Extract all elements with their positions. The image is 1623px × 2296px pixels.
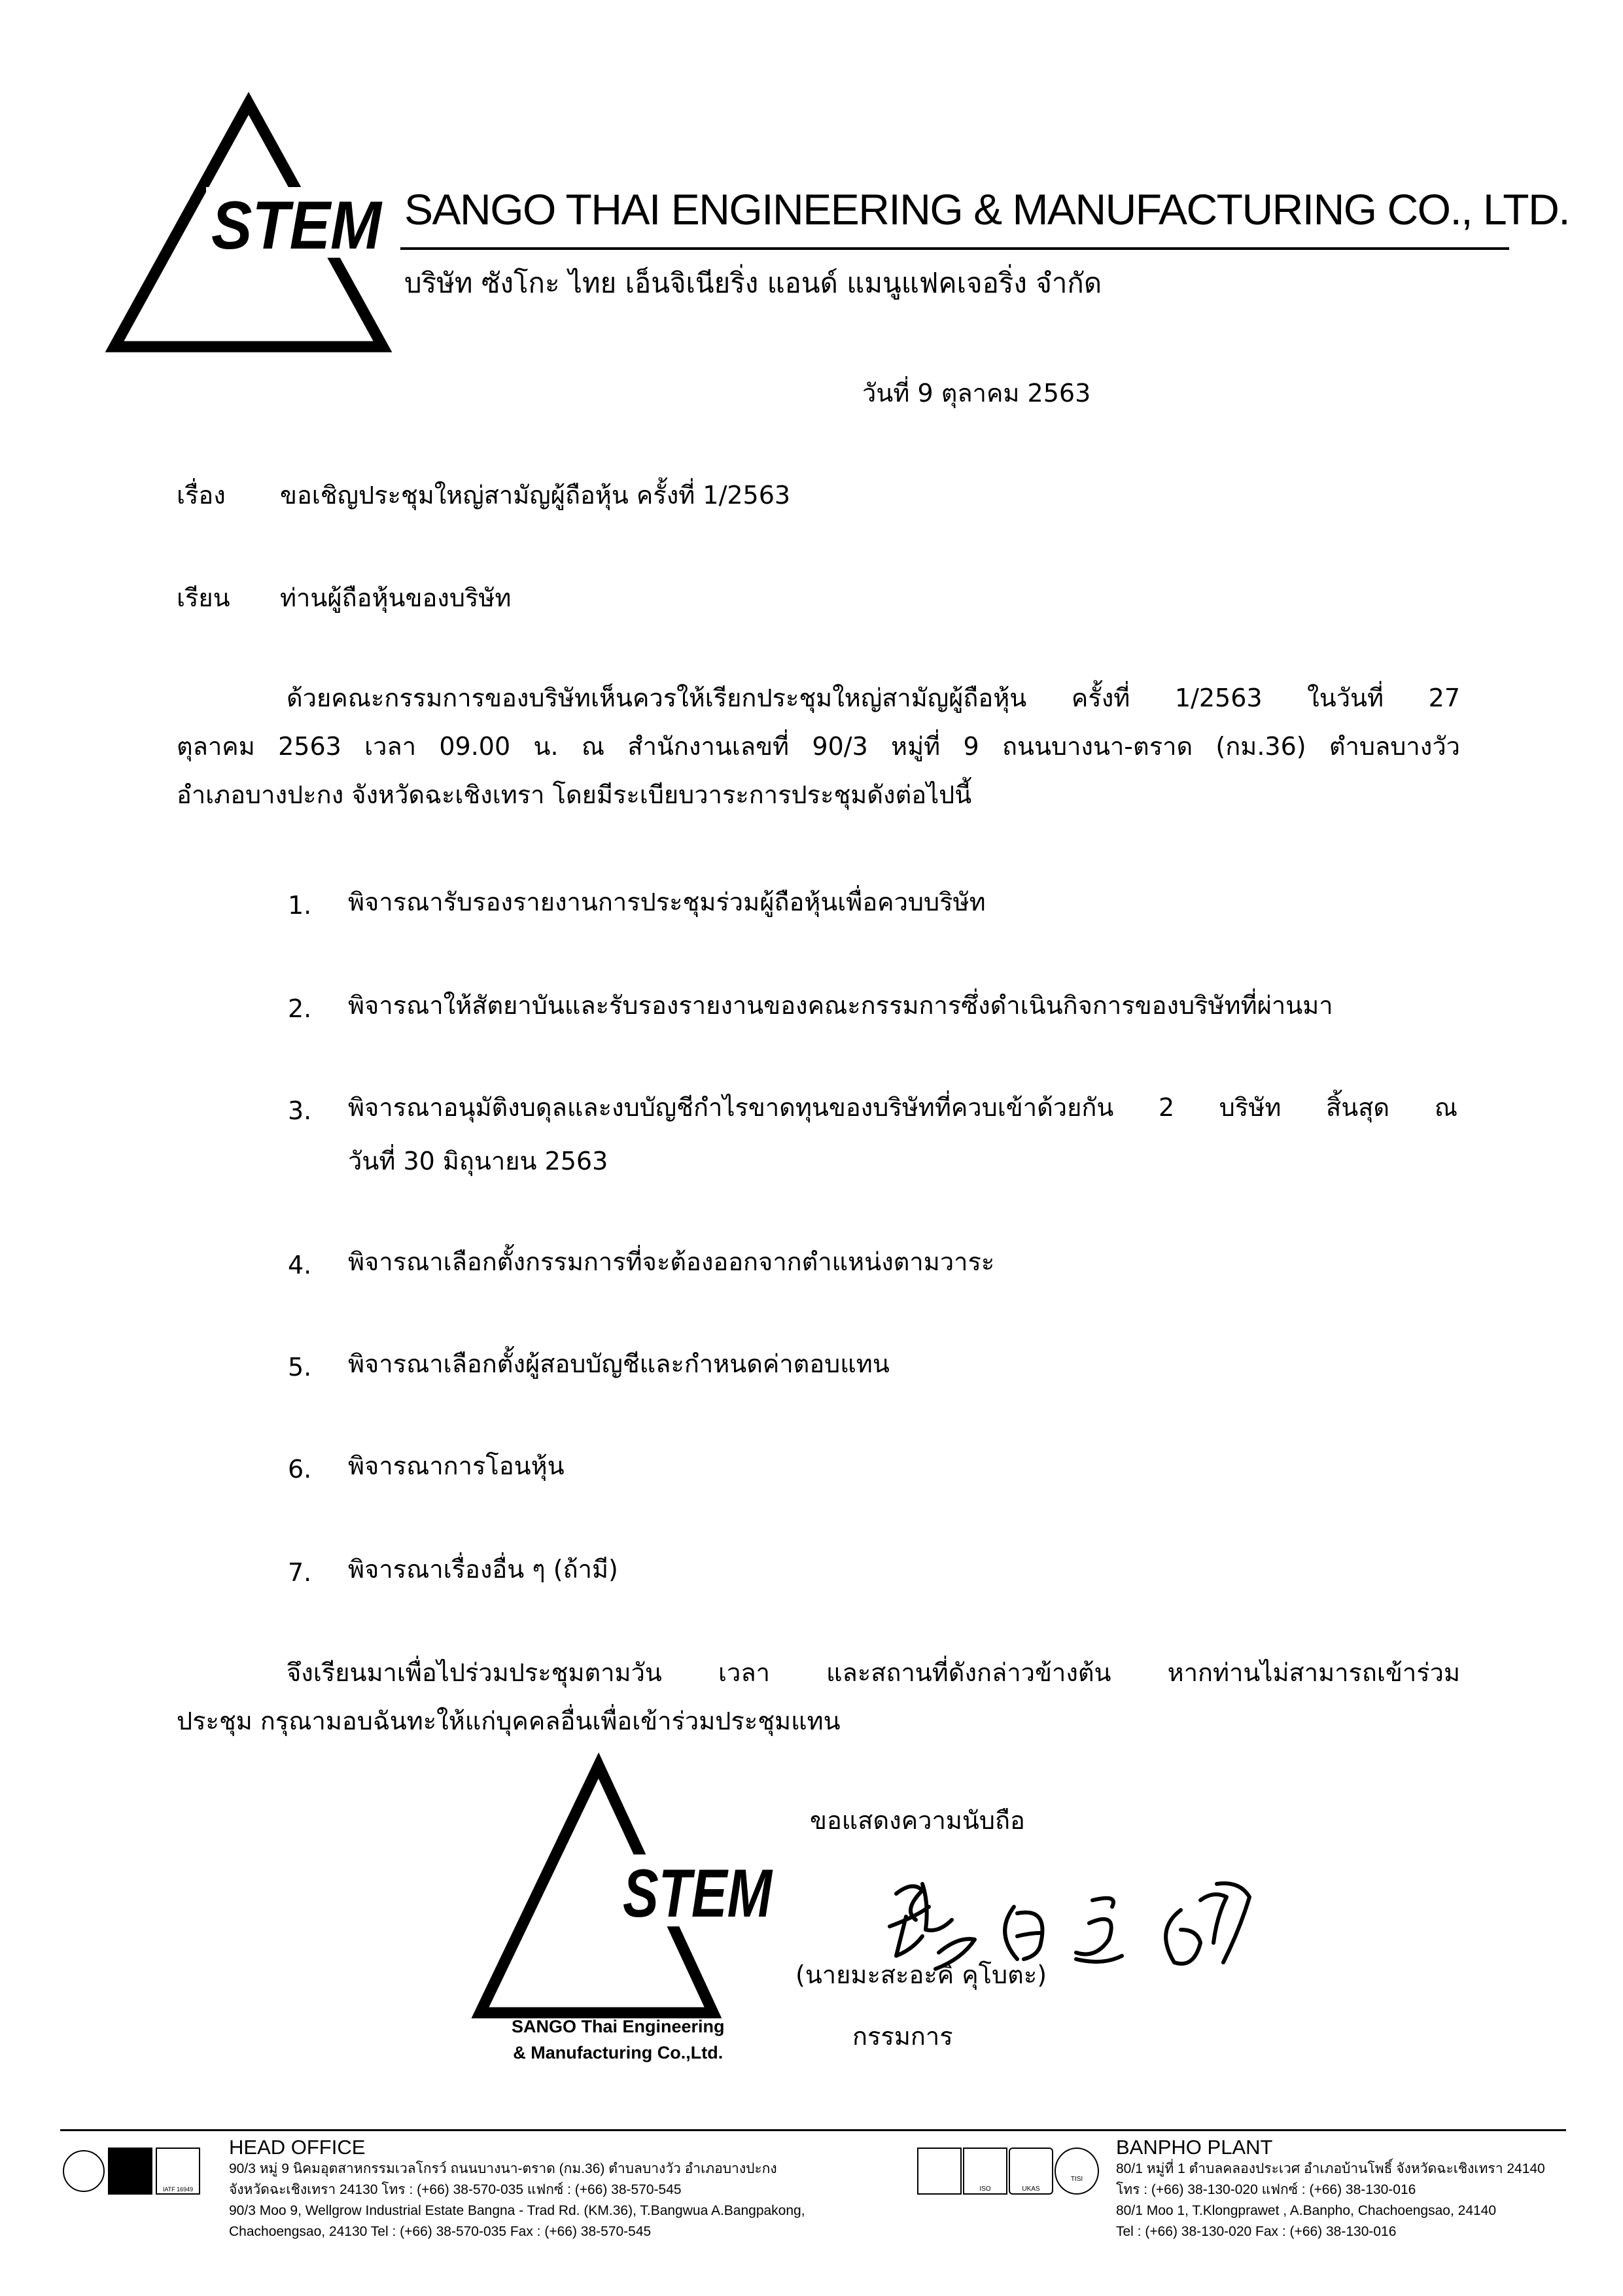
company-name-th: บริษัท ซังโกะ ไทย เอ็นจิเนียริ่ง แอนด์ แมนูแฟคเจอริ่ง จำกัด (404, 267, 1102, 299)
agenda-item: พิจารณาเรื่องอื่น ๆ (ถ้ามี) (348, 1555, 618, 1584)
regards-text: ขอแสดงความนับถือ (810, 1806, 1025, 1835)
intro-line: ตุลาคม 2563 เวลา 09.00 น. ณ สำนักงานเลขที่ 90/3 หมู่ที่ 9 ถนนบางนา-ตราด (กม.36) ตำบลบางวัว (177, 732, 1460, 761)
head-office-line: 90/3 หมู่ 9 นิคมอุตสาหกรรมเวลโกรว์ ถนนบางนา-ตราด (กม.36) ตำบลบางวัว อำเภอบางปะกง (229, 2161, 777, 2176)
agenda-number: 1. (288, 891, 312, 920)
plant-line: Tel : (+66) 38-130-020 Fax : (+66) 38-130-016 (1116, 2224, 1397, 2239)
agenda-item: พิจารณาอนุมัติงบดุลและงบบัญชีกำไรขาดทุนของบริษัทที่ควบเข้าด้วยกัน 2 บริษัท สิ้นสุด ณ (348, 1093, 1457, 1122)
cert-iso-icon (963, 2148, 1007, 2195)
closing-paragraph (177, 1648, 1460, 1745)
closing-line: จึงเรียนมาเพื่อไปร่วมประชุมตามวัน เวลา และสถานที่ดังกล่าวข้างต้น หากท่านไม่สามารถเข้าร่วม (287, 1658, 1460, 1687)
agenda-number: 3. (288, 1096, 312, 1125)
plant-line: โทร : (+66) 38-130-020 แฟกซ์ : (+66) 38-130-016 (1116, 2182, 1416, 2197)
footer-divider (60, 2129, 1566, 2131)
cert-iatf-icon (156, 2148, 200, 2195)
stamp-logo-text: STEM (623, 1856, 773, 1932)
plant-line: 80/1 หมู่ที่ 1 ตำบลคลองประเวศ อำเภอบ้านโพธิ์ จังหวัดฉะเชิงเทรา 24140 (1116, 2161, 1545, 2176)
agenda-item: พิจารณาการโอนหุ้น (348, 1452, 565, 1480)
company-logo (108, 97, 389, 352)
agenda-number: 6. (288, 1455, 312, 1484)
recipient-label: เรียน (177, 583, 230, 612)
cert-iatf-icon (917, 2148, 962, 2195)
agenda-item: พิจารณาให้สัตยาบันและรับรองรายงานของคณะกรรมการซึ่งดำเนินกิจการของบริษัทที่ผ่านมา (348, 991, 1333, 1020)
signatory-title: กรรมการ (852, 2022, 953, 2051)
head-office-title: HEAD OFFICE (229, 2136, 366, 2159)
subject-label: เรื่อง (177, 481, 226, 510)
company-name-en: SANGO THAI ENGINEERING & MANUFACTURING CO., LTD. (404, 185, 1570, 234)
company-stamp-logo (471, 1756, 778, 2031)
agenda-item: พิจารณาเลือกตั้งกรรมการที่จะต้องออกจากตำแหน่งตามวาระ (348, 1247, 995, 1276)
cert-ukas-label: UKAS (1022, 2185, 1040, 2193)
cert-iatf-label: IATF 16949 (162, 2186, 194, 2193)
intro-paragraph (177, 674, 1460, 819)
agenda-number: 4. (288, 1251, 312, 1279)
subject-text: ขอเชิญประชุมใหญ่สามัญผู้ถือหุ้น ครั้งที่ 1/2563 (280, 481, 791, 510)
agenda-number: 5. (288, 1353, 312, 1382)
agenda-item: พิจารณาเลือกตั้งผู้สอบบัญชีและกำหนดค่าตอบแทน (348, 1349, 890, 1378)
signatory-name: (นายมะสะอะคิ คุโบตะ) (795, 1960, 1047, 1989)
stamp-caption-line: & Manufacturing Co.,Ltd. (513, 2043, 724, 2062)
letter-date: วันที่ 9 ตุลาคม 2563 (862, 379, 1091, 408)
cert-check-icon (108, 2148, 152, 2195)
plant-title: BANPHO PLANT (1116, 2136, 1273, 2159)
intro-line: ด้วยคณะกรรมการของบริษัทเห็นควรให้เรียกประชุมใหญ่สามัญผู้ถือหุ้น ครั้งที่ 1/2563 ในวันที่ 27 (287, 684, 1460, 712)
agenda-number: 2. (288, 994, 312, 1023)
cert-tisi-label: TISI (1070, 2176, 1083, 2183)
head-office-line: จังหวัดฉะเชิงเทรา 24130 โทร : (+66) 38-570-035 แฟกซ์ : (+66) 38-570-545 (229, 2182, 682, 2197)
logo-text: STEM (211, 188, 383, 264)
cert-iso-label: ISO (979, 2185, 991, 2193)
cert-ukas-icon (1009, 2148, 1053, 2195)
stamp-caption (512, 2013, 725, 2066)
cert-tisi-icon (1055, 2148, 1099, 2195)
stamp-caption-line: SANGO Thai Engineering (512, 2017, 725, 2036)
closing-line: ประชุม กรุณามอบฉันทะให้แก่บุคคลอื่นเพื่อเข้าร่วมประชุมแทน (177, 1707, 841, 1735)
recipient-text: ท่านผู้ถือหุ้นของบริษัท (280, 583, 512, 612)
agenda-item-continued: วันที่ 30 มิถุนายน 2563 (348, 1147, 608, 1175)
plant-line: 80/1 Moo 1, T.Klongprawet , A.Banpho, Chachoengsao, 24140 (1116, 2203, 1497, 2218)
agenda-number: 7. (288, 1558, 312, 1587)
intro-line: อำเภอบางปะกง จังหวัดฉะเชิงเทรา โดยมีระเบียบวาระการประชุมดังต่อไปนี้ (177, 780, 972, 809)
cert-gear-icon (63, 2150, 105, 2192)
head-office-line: Chachoengsao, 24130 Tel : (+66) 38-570-035 Fax : (+66) 38-570-545 (229, 2224, 652, 2239)
head-office-line: 90/3 Moo 9, Wellgrow Industrial Estate Bangna - Trad Rd. (KM.36), T.Bangwua A.Bangpakong, (229, 2203, 805, 2218)
agenda-item: พิจารณารับรองรายงานการประชุมร่วมผู้ถือหุ้นเพื่อควบบริษัท (348, 888, 986, 916)
letterhead-divider (400, 247, 1509, 250)
